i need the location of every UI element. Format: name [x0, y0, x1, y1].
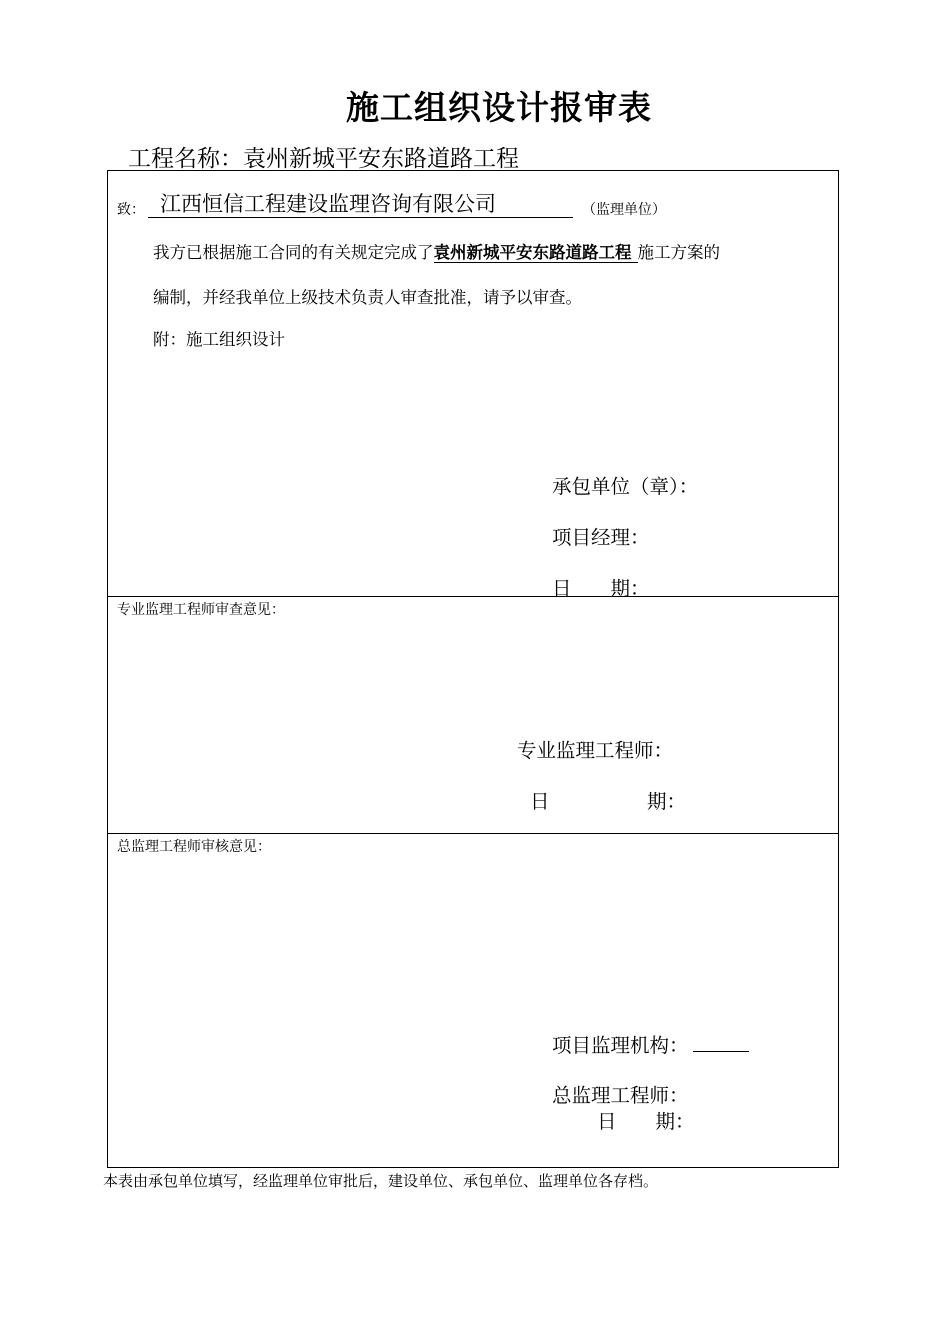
contractor-date: 日 期：: [552, 577, 650, 600]
addressee-suffix: （监理单位）: [582, 202, 666, 218]
contractor-unit-sign: 承包单位（章）：: [552, 475, 699, 498]
body-line-1-before: 我方已根据施工合同的有关规定完成了: [153, 243, 434, 262]
specialist-engineer-sign: 专业监理工程师：: [517, 739, 674, 762]
section-divider-2: [107, 833, 839, 834]
project-manager-sign: 项目经理：: [552, 526, 650, 549]
specialist-review-label: 专业监理工程师审查意见：: [117, 602, 285, 618]
supervision-company-field[interactable]: 江西恒信工程建设监理咨询有限公司: [148, 190, 573, 218]
footnote: 本表由承包单位填写，经监理单位审批后，建设单位、承包单位、监理单位各存档。: [103, 1172, 659, 1190]
project-name-line: 工程名称：袁州新城平安东路道路工程: [128, 146, 519, 172]
body-project-highlight: 袁州新城平安东路道路工程: [434, 243, 638, 263]
supervision-org-line: [552, 1030, 749, 1058]
page-title: 施工组织设计报审表: [346, 88, 652, 127]
supervision-org-label: 项目监理机构：: [552, 1034, 689, 1057]
chief-review-label: 总监理工程师审核意见：: [117, 839, 271, 855]
addressee-prefix: 致：: [117, 202, 145, 218]
section-divider-1: [107, 596, 839, 597]
review-form-table: [107, 170, 839, 1168]
specialist-date: 日 期：: [530, 790, 687, 813]
supervision-org-blank[interactable]: [693, 1033, 749, 1052]
body-line-2: 编制，并经我单位上级技术负责人审查批准，请予以审查。: [153, 288, 582, 307]
chief-date: 日 期：: [597, 1110, 695, 1133]
body-line-1: [153, 239, 720, 263]
body-line-1-after: 施工方案的: [637, 243, 720, 262]
chief-engineer-sign: 总监理工程师：: [552, 1084, 689, 1107]
attachment-line: 附：施工组织设计: [153, 330, 285, 349]
